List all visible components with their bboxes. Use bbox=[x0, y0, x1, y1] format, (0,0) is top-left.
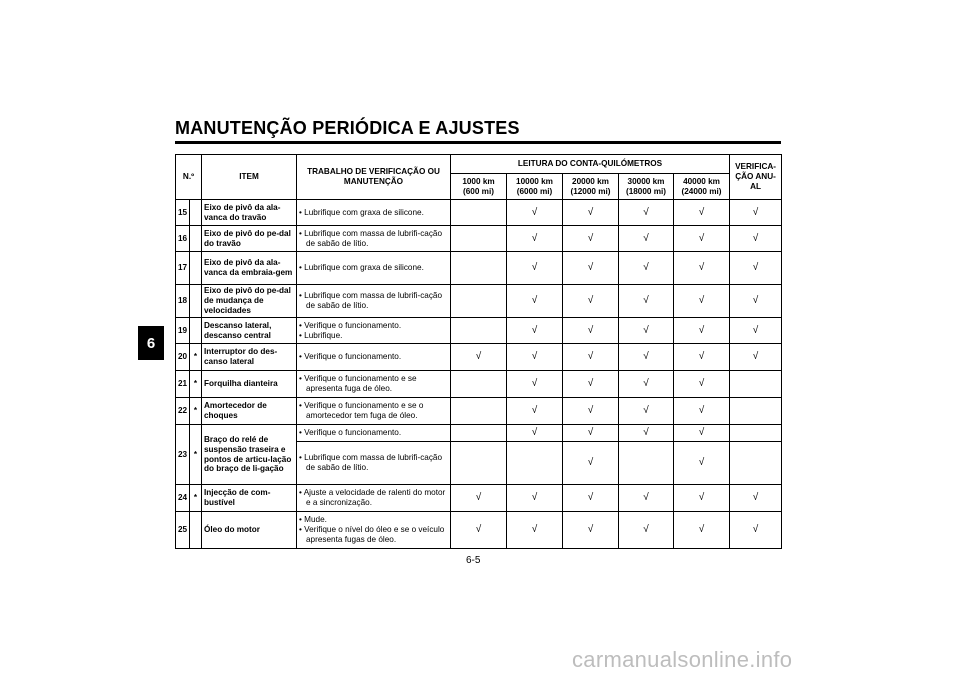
header-num: N.º bbox=[176, 155, 202, 200]
work-cell bbox=[297, 200, 451, 226]
check-mark: √ bbox=[643, 206, 649, 218]
interval-km: 1000 km bbox=[462, 176, 495, 186]
check-mark: √ bbox=[531, 524, 538, 535]
dealer-mark: * bbox=[190, 425, 202, 485]
work-line: • Verifique o funcionamento. bbox=[299, 428, 402, 438]
table-row bbox=[176, 200, 782, 226]
item-name: Eixo de pivô da ala-vanca do travão bbox=[202, 200, 297, 226]
check-cell bbox=[451, 226, 507, 252]
work-text: Lubrifique com massa de lubrifi-cação de sabão de lítio. bbox=[304, 291, 443, 310]
dealer-mark: * bbox=[190, 398, 202, 425]
check-mark: √ bbox=[643, 378, 649, 389]
work-line: • Verifique o nível do óleo e se o veículo apresenta fugas de óleo. bbox=[299, 525, 445, 544]
check-cell bbox=[619, 485, 674, 512]
check-mark: √ bbox=[531, 378, 538, 389]
work-cell bbox=[297, 318, 451, 344]
item-number: 25 bbox=[176, 512, 190, 549]
check-mark: √ bbox=[752, 295, 759, 306]
table-row bbox=[176, 398, 782, 425]
table-row bbox=[176, 318, 782, 344]
work-text: Verifique o funcionamento. bbox=[304, 428, 402, 438]
work-cell bbox=[297, 425, 451, 442]
check-cell bbox=[563, 371, 619, 398]
check-cell bbox=[674, 425, 730, 442]
header-interval bbox=[451, 174, 507, 200]
check-cell bbox=[730, 285, 782, 318]
work-text: Verifique o funcionamento e se o amortecedor tem fuga de óleo. bbox=[304, 401, 424, 420]
work-line: • Lubrifique com graxa de silicone. bbox=[299, 263, 424, 273]
check-mark: √ bbox=[698, 427, 705, 438]
check-mark: √ bbox=[643, 295, 649, 306]
check-mark: √ bbox=[643, 232, 649, 244]
dealer-mark: * bbox=[190, 344, 202, 371]
work-line: • Verifique o funcionamento. bbox=[299, 352, 402, 362]
check-mark: √ bbox=[587, 427, 594, 438]
work-line: • Mude. bbox=[299, 515, 327, 525]
maintenance-table bbox=[175, 154, 782, 549]
item-number: 17 bbox=[176, 252, 190, 285]
check-mark: √ bbox=[698, 295, 705, 306]
check-cell bbox=[730, 398, 782, 425]
header-annual: VERIFICA-ÇÃO ANU-AL bbox=[730, 155, 782, 200]
check-cell bbox=[674, 371, 730, 398]
check-cell bbox=[674, 200, 730, 226]
check-cell bbox=[619, 252, 674, 285]
item-number: 19 bbox=[176, 318, 190, 344]
item-number: 15 bbox=[176, 200, 190, 226]
work-text: Lubrifique com graxa de silicone. bbox=[304, 207, 424, 217]
work-cell bbox=[297, 485, 451, 512]
check-cell bbox=[507, 425, 563, 442]
check-mark: √ bbox=[752, 351, 759, 362]
interval-mi: (12000 mi) bbox=[570, 186, 611, 196]
check-mark: √ bbox=[587, 351, 594, 362]
check-mark: √ bbox=[531, 492, 538, 503]
work-text: Lubrifique com massa de lubrifi-cação de sabão de lítio. bbox=[304, 228, 443, 248]
header-interval bbox=[619, 174, 674, 200]
check-cell bbox=[563, 442, 619, 485]
header-work: TRABALHO DE VERIFICAÇÃO OU MANUTENÇÃO bbox=[297, 155, 451, 200]
check-cell bbox=[563, 318, 619, 344]
table-row bbox=[176, 226, 782, 252]
check-cell bbox=[730, 200, 782, 226]
check-cell bbox=[730, 425, 782, 442]
item-number: 20 bbox=[176, 344, 190, 371]
interval-mi: (6000 mi) bbox=[516, 186, 553, 196]
header-odometer: LEITURA DO CONTA-QUILÓMETROS bbox=[451, 155, 730, 174]
check-cell bbox=[674, 442, 730, 485]
check-cell bbox=[507, 318, 563, 344]
table-row bbox=[176, 425, 782, 442]
interval-mi: (600 mi) bbox=[463, 186, 494, 196]
check-mark: √ bbox=[587, 206, 594, 218]
check-mark: √ bbox=[643, 492, 649, 503]
check-cell bbox=[563, 200, 619, 226]
interval-km: 10000 km bbox=[516, 176, 553, 186]
item-name: Braço do relé de suspensão traseira e pontos de articu-lação do braço de li-gação bbox=[202, 425, 297, 485]
work-line: • Lubrifique com massa de lubrifi-cação de sabão de lítio. bbox=[299, 291, 443, 310]
check-mark: √ bbox=[643, 351, 649, 362]
check-mark: √ bbox=[752, 206, 759, 218]
work-cell bbox=[297, 344, 451, 371]
check-cell bbox=[451, 252, 507, 285]
check-mark: √ bbox=[698, 524, 705, 535]
watermark: carmanualsonline.info bbox=[572, 647, 793, 672]
check-cell bbox=[451, 200, 507, 226]
check-cell bbox=[563, 485, 619, 512]
check-cell bbox=[507, 398, 563, 425]
check-cell bbox=[451, 344, 507, 371]
work-text: Lubrifique com graxa de silicone. bbox=[304, 263, 424, 273]
check-cell bbox=[619, 398, 674, 425]
check-mark: √ bbox=[698, 457, 705, 468]
work-text: Verifique o funcionamento e se apresenta fuga de óleo. bbox=[304, 374, 417, 393]
table-row bbox=[176, 344, 782, 371]
check-cell bbox=[507, 442, 563, 485]
check-cell bbox=[619, 226, 674, 252]
check-cell bbox=[451, 512, 507, 549]
interval-km: 20000 km bbox=[572, 176, 609, 186]
dealer-mark: * bbox=[190, 485, 202, 512]
item-name: Interruptor do des-canso lateral bbox=[202, 344, 297, 371]
header-interval bbox=[507, 174, 563, 200]
check-mark: √ bbox=[752, 524, 759, 535]
work-cell bbox=[297, 226, 451, 252]
check-mark: √ bbox=[698, 262, 705, 273]
item-number: 21 bbox=[176, 371, 190, 398]
item-name: Eixo de pivô do pe-dal do travão bbox=[202, 226, 297, 252]
check-mark: √ bbox=[587, 232, 594, 244]
item-number: 24 bbox=[176, 485, 190, 512]
work-line: • Lubrifique com massa de lubrifi-cação de sabão de lítio. bbox=[299, 228, 443, 248]
check-cell bbox=[674, 252, 730, 285]
check-cell bbox=[674, 318, 730, 344]
table-row bbox=[176, 512, 782, 549]
work-line: • Lubrifique. bbox=[299, 330, 343, 340]
check-cell bbox=[730, 344, 782, 371]
check-mark: √ bbox=[587, 295, 594, 306]
check-cell bbox=[619, 512, 674, 549]
check-cell bbox=[619, 318, 674, 344]
header-interval bbox=[563, 174, 619, 200]
work-text: Mude. bbox=[304, 515, 327, 525]
table-row bbox=[176, 485, 782, 512]
work-line: • Verifique o funcionamento. bbox=[299, 320, 402, 330]
item-name: Eixo de pivô do pe-dal de mudança de velocidades bbox=[202, 285, 297, 318]
check-mark: √ bbox=[587, 405, 594, 416]
check-mark: √ bbox=[643, 524, 649, 535]
check-cell bbox=[507, 226, 563, 252]
check-mark: √ bbox=[475, 492, 482, 503]
interval-mi: (24000 mi) bbox=[681, 186, 722, 196]
check-cell bbox=[451, 371, 507, 398]
check-cell bbox=[451, 425, 507, 442]
check-cell bbox=[563, 425, 619, 442]
check-mark: √ bbox=[531, 206, 538, 218]
check-cell bbox=[730, 252, 782, 285]
work-line: • Lubrifique com graxa de silicone. bbox=[299, 207, 424, 217]
check-cell bbox=[619, 442, 674, 485]
item-number: 16 bbox=[176, 226, 190, 252]
check-cell bbox=[451, 442, 507, 485]
check-mark: √ bbox=[531, 427, 538, 438]
check-cell bbox=[451, 318, 507, 344]
work-cell bbox=[297, 252, 451, 285]
check-cell bbox=[451, 285, 507, 318]
work-line: • Lubrifique com massa de lubrifi-cação de sabão de lítio. bbox=[299, 453, 443, 472]
check-cell bbox=[619, 200, 674, 226]
check-mark: √ bbox=[587, 378, 594, 389]
work-cell bbox=[297, 398, 451, 425]
check-mark: √ bbox=[752, 492, 759, 503]
check-cell bbox=[619, 344, 674, 371]
check-cell bbox=[730, 442, 782, 485]
check-mark: √ bbox=[531, 351, 538, 362]
section-tab: 6 bbox=[138, 326, 164, 360]
check-cell bbox=[674, 512, 730, 549]
work-text: Verifique o nível do óleo e se o veículo apresenta fugas de óleo. bbox=[304, 525, 445, 544]
work-text: Ajuste a velocidade de ralenti do motor e a sincronização. bbox=[303, 488, 446, 507]
check-mark: √ bbox=[587, 524, 594, 535]
dealer-mark bbox=[190, 512, 202, 549]
work-text: Lubrifique. bbox=[304, 330, 343, 340]
check-cell bbox=[563, 252, 619, 285]
dealer-mark bbox=[190, 226, 202, 252]
check-cell bbox=[563, 344, 619, 371]
check-cell bbox=[674, 398, 730, 425]
check-mark: √ bbox=[698, 378, 705, 389]
check-mark: √ bbox=[698, 351, 705, 362]
check-cell bbox=[563, 398, 619, 425]
work-text: Verifique o funcionamento. bbox=[304, 320, 402, 330]
dealer-mark bbox=[190, 252, 202, 285]
check-cell bbox=[730, 226, 782, 252]
check-cell bbox=[730, 485, 782, 512]
interval-km: 30000 km bbox=[627, 176, 665, 186]
item-name: Amortecedor de choques bbox=[202, 398, 297, 425]
check-cell bbox=[451, 398, 507, 425]
check-mark: √ bbox=[643, 324, 649, 336]
check-cell bbox=[563, 512, 619, 549]
check-cell bbox=[730, 512, 782, 549]
check-cell bbox=[507, 371, 563, 398]
work-line: • Verifique o funcionamento e se apresenta fuga de óleo. bbox=[299, 374, 417, 393]
check-cell bbox=[730, 318, 782, 344]
check-mark: √ bbox=[587, 457, 594, 468]
check-mark: √ bbox=[698, 405, 705, 416]
interval-km: 40000 km bbox=[683, 176, 720, 186]
work-line: • Verifique o funcionamento e se o amortecedor tem fuga de óleo. bbox=[299, 401, 424, 420]
check-cell bbox=[507, 285, 563, 318]
work-text: Lubrifique com massa de lubrifi-cação de sabão de lítio. bbox=[304, 453, 443, 472]
check-mark: √ bbox=[643, 405, 649, 416]
check-cell bbox=[619, 425, 674, 442]
check-cell bbox=[674, 226, 730, 252]
check-mark: √ bbox=[475, 351, 482, 362]
check-cell bbox=[507, 344, 563, 371]
check-cell bbox=[674, 285, 730, 318]
work-cell bbox=[297, 371, 451, 398]
dealer-mark bbox=[190, 200, 202, 226]
page-title: MANUTENÇÃO PERIÓDICA E AJUSTES bbox=[175, 118, 520, 138]
item-name: Injecção de com-bustível bbox=[202, 485, 297, 512]
item-number: 23 bbox=[176, 425, 190, 485]
check-cell bbox=[619, 285, 674, 318]
check-mark: √ bbox=[643, 262, 649, 273]
check-mark: √ bbox=[475, 524, 482, 535]
check-cell bbox=[674, 344, 730, 371]
item-number: 22 bbox=[176, 398, 190, 425]
check-mark: √ bbox=[698, 492, 705, 503]
item-name: Descanso lateral, descanso central bbox=[202, 318, 297, 344]
work-cell bbox=[297, 285, 451, 318]
check-cell bbox=[563, 226, 619, 252]
check-cell bbox=[507, 252, 563, 285]
check-cell bbox=[507, 512, 563, 549]
check-mark: √ bbox=[643, 427, 649, 438]
check-mark: √ bbox=[531, 262, 538, 273]
check-cell bbox=[674, 485, 730, 512]
check-mark: √ bbox=[752, 324, 759, 336]
item-name: Óleo do motor bbox=[202, 512, 297, 549]
check-mark: √ bbox=[531, 295, 538, 306]
check-mark: √ bbox=[698, 324, 705, 336]
check-cell bbox=[563, 285, 619, 318]
work-line: • Ajuste a velocidade de ralenti do motor e a sincronização. bbox=[299, 488, 446, 507]
check-mark: √ bbox=[531, 405, 538, 416]
check-mark: √ bbox=[752, 262, 759, 273]
work-cell bbox=[297, 442, 451, 485]
check-cell bbox=[507, 200, 563, 226]
dealer-mark bbox=[190, 318, 202, 344]
check-cell bbox=[619, 371, 674, 398]
check-mark: √ bbox=[531, 232, 538, 244]
check-cell bbox=[730, 371, 782, 398]
check-mark: √ bbox=[698, 206, 705, 218]
table-row bbox=[176, 285, 782, 318]
table-row bbox=[176, 252, 782, 285]
item-name: Eixo de pivô da ala-vanca da embraia-gem bbox=[202, 252, 297, 285]
check-cell bbox=[451, 485, 507, 512]
check-mark: √ bbox=[587, 324, 594, 336]
check-cell bbox=[507, 485, 563, 512]
header-item: ITEM bbox=[202, 155, 297, 200]
item-number: 18 bbox=[176, 285, 190, 318]
item-name: Forquilha dianteira bbox=[202, 371, 297, 398]
table-row bbox=[176, 371, 782, 398]
check-mark: √ bbox=[752, 232, 759, 244]
header-interval bbox=[674, 174, 730, 200]
check-mark: √ bbox=[587, 262, 594, 273]
interval-mi: (18000 mi) bbox=[625, 186, 667, 196]
dealer-mark: * bbox=[190, 371, 202, 398]
work-text: Verifique o funcionamento. bbox=[304, 352, 402, 362]
check-mark: √ bbox=[587, 492, 594, 503]
title-rule bbox=[175, 141, 781, 144]
check-mark: √ bbox=[698, 232, 705, 244]
work-cell bbox=[297, 512, 451, 549]
page-number: 6-5 bbox=[466, 555, 481, 566]
check-mark: √ bbox=[531, 324, 538, 336]
dealer-mark bbox=[190, 285, 202, 318]
